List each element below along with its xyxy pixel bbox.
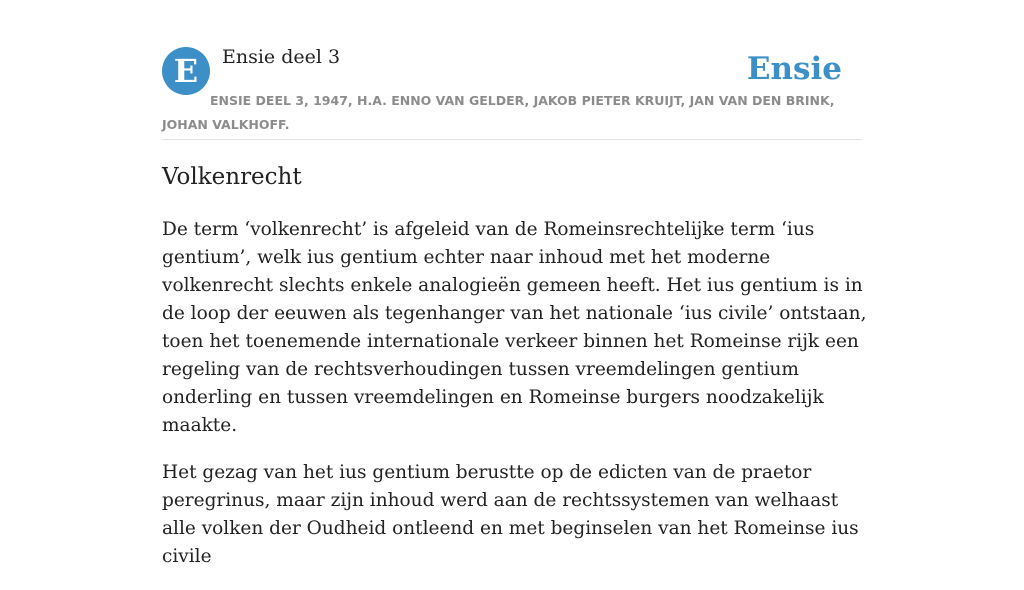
- article-paragraph: Het gezag van het ius gentium berustte op de edicten van de praetor peregrinus, maar zijn inhoud werd aan de rechtssystemen van welhaast alle volken der Oudheid ontleend en met beginselen van het Romeinse ius civile: [162, 462, 859, 567]
- ensie-logo-icon[interactable]: E: [162, 47, 210, 95]
- article-body: [162, 216, 868, 590]
- book-title-link[interactable]: Ensie deel 3: [222, 46, 341, 68]
- article-title: Volkenrecht: [162, 164, 302, 190]
- content-container: [162, 0, 867, 567]
- header: [162, 0, 862, 140]
- article-paragraph: De term ‘volkenrecht’ is afgeleid van de Romeinsrechtelijke term ‘ius gentium’, welk ius gentium echter naar inhoud met het moderne volkenrecht slechts enkele analogieën gemeen heeft. Het ius gentium is in de loop der eeuwen als tegenhanger van het nationale ‘ius civile’ ontstaan, toen het toenemende internationale verkeer binnen het Romeinse rijk een regeling van de rechtsverhoudingen tussen vreemdelingen gentium onderling en tussen vreemdelingen en Romeinse burgers noodzakelijk maakte.: [162, 219, 867, 436]
- book-subtitle: ENSIE DEEL 3, 1947, H.A. ENNO VAN GELDER, JAKOB PIETER KRUIJT, JAN VAN DEN BRINK, JOHAN VALKHOFF.: [162, 93, 835, 132]
- brand-logo-link[interactable]: Ensie: [746, 51, 842, 87]
